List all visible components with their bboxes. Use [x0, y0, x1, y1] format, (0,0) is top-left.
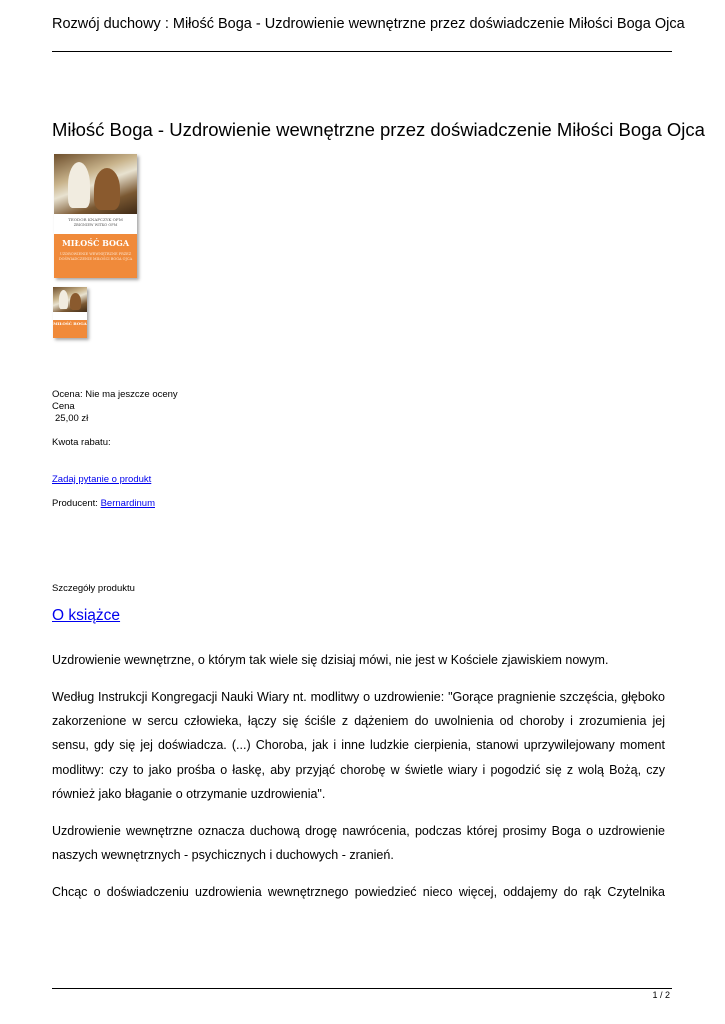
description-paragraph: Chcąc o doświadczeniu uzdrowienia wewnętrznego powiedzieć nieco więcej, oddajemy do rąk Czytelnika	[52, 884, 665, 899]
price-value: 25,00 zł	[55, 413, 89, 424]
producer-label: Producent:	[52, 498, 101, 509]
book-thumbnail-image[interactable]	[53, 287, 87, 338]
running-header: Rozwój duchowy : Miłość Boga - Uzdrowienie wewnętrzne przez doświadczenie Miłości Boga Ojca	[52, 16, 685, 32]
producer-link[interactable]: Bernardinum	[100, 498, 155, 509]
price-label: Cena	[52, 401, 75, 412]
cover-author-1: TEODOR KNAPCZYK OFM	[68, 217, 123, 222]
page-number: 1 / 2	[652, 990, 670, 1000]
description-paragraph: Według Instrukcji Kongregacji Nauki Wiary nt. modlitwy o uzdrowienie: "Gorące pragnienie szczęścia, głęboko zakorzenione w sercu człowieka, łączy się ściśle z dążeniem do uwolnienia od choroby i zrozumienia jej sensu, gdy się jej doświadcza. (...) Choroba, jak i inne ludzkie cierpienia, stanowi uprzywilejowany moment modlitwy: czy to jako prośba o łaskę, aby przyjąć chorobę w świetle wiary i pogodzić się z wolą Bożą, czy również jako błaganie o otrzymanie uzdrowienia".	[52, 689, 665, 801]
about-book-link[interactable]: O książce	[52, 607, 121, 624]
rating-text: Ocena: Nie ma jeszcze oceny	[52, 389, 178, 400]
thumb-title: MIŁOŚĆ BOGA	[53, 321, 87, 326]
product-details-label: Szczegóły produktu	[52, 583, 135, 594]
producer-line	[52, 498, 155, 510]
cover-title: MIŁOŚĆ BOGA	[61, 238, 130, 248]
description-paragraph: Uzdrowienie wewnętrzne oznacza duchową drogę nawrócenia, podczas której prosimy Boga o uzdrowienie naszych wewnętrznych - psychicznych i duchowych - zranień.	[52, 823, 665, 863]
discount-label: Kwota rabatu:	[52, 437, 111, 448]
description-paragraph: Uzdrowienie wewnętrzne, o którym tak wiele się dzisiaj mówi, nie jest w Kościele zjawiskiem nowym.	[52, 653, 609, 667]
page-title: Miłość Boga - Uzdrowienie wewnętrzne przez doświadczenie Miłości Boga Ojca	[52, 119, 705, 140]
ask-question-link[interactable]: Zadaj pytanie o produkt	[52, 474, 152, 485]
book-cover-image	[54, 154, 137, 278]
book-description	[52, 648, 665, 917]
footer-divider	[52, 988, 672, 989]
cover-author-2: ZBIGNIEW WITKO OFM	[73, 223, 118, 227]
header-divider	[52, 51, 672, 52]
cover-subtitle: UZDROWIENIE WEWNĘTRZNE PRZEZ DOŚWIADCZENIE MIŁOŚCI BOGA OJCA	[58, 252, 133, 261]
